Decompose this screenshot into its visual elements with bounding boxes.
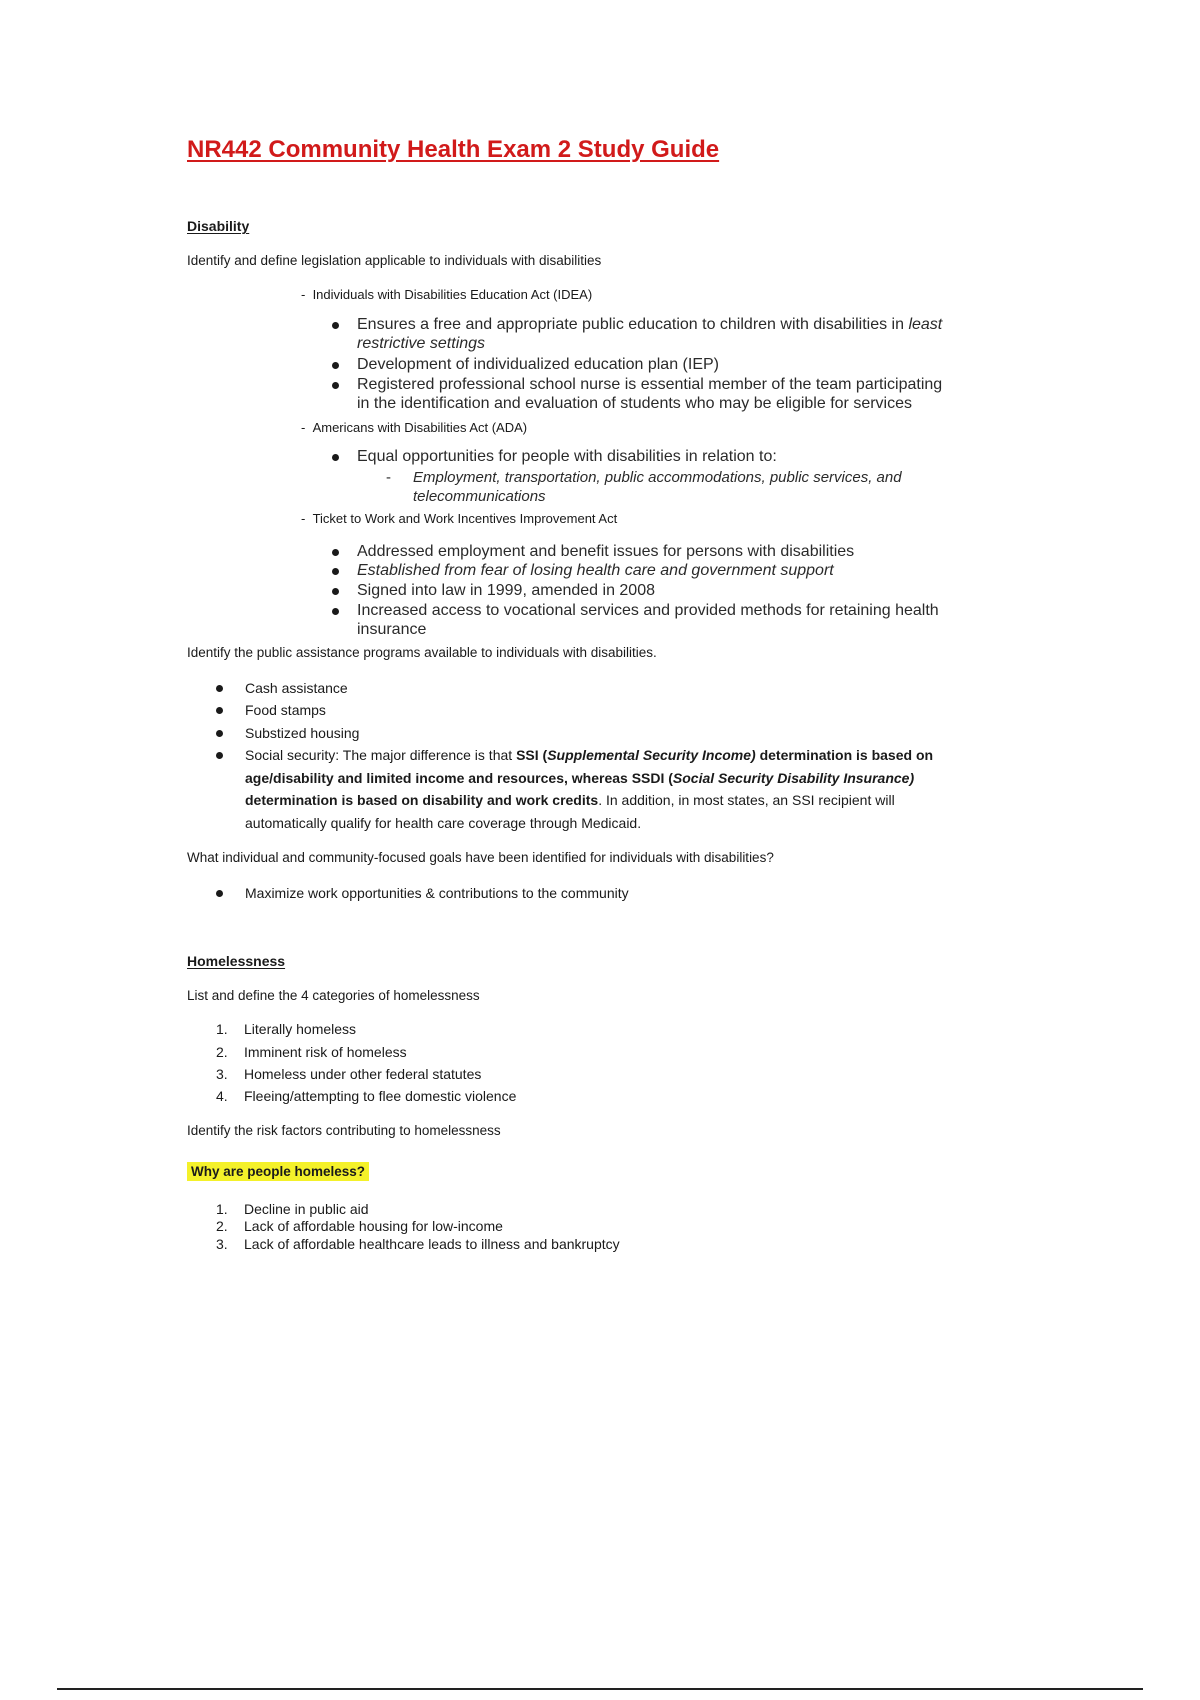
- list-item: [332, 448, 1132, 468]
- bullet-icon: [332, 454, 339, 461]
- list-item: [216, 702, 1016, 722]
- numbered-item: [216, 1236, 1016, 1256]
- list-item: [332, 376, 1132, 416]
- bullet-text-italic: least: [908, 316, 943, 333]
- bullet-text: Ensures a free and appropriate public education to children with disabilities in: [357, 316, 909, 333]
- item-text: Decline in public aid: [244, 1201, 369, 1217]
- list-item-social-security: [216, 747, 1016, 837]
- question-categories: List and define the 4 categories of homelessness: [187, 988, 480, 1003]
- dash-marker: -: [301, 287, 313, 302]
- item-text: Lack of affordable housing for low-income: [244, 1218, 503, 1234]
- footer-divider: [57, 1688, 1143, 1690]
- bullet-text-cont: determination is based on disability and work credits. In addition, in most states, an SSI recipient will: [245, 792, 895, 808]
- item-number: 3.: [216, 1066, 228, 1082]
- dash-marker: -: [301, 420, 313, 435]
- item-number: 3.: [216, 1236, 228, 1252]
- numbered-item: [216, 1044, 1016, 1064]
- act-idea: [301, 287, 592, 302]
- bullet-text-cont: insurance: [357, 621, 427, 638]
- bullet-icon: [216, 752, 223, 759]
- item-number: 2.: [216, 1218, 228, 1234]
- list-item: [332, 316, 1132, 356]
- bullet-text: Food stamps: [245, 702, 326, 718]
- act-name: Ticket to Work and Work Incentives Improvement Act: [312, 511, 618, 526]
- numbered-item: [216, 1021, 1016, 1041]
- bullet-text: Development of individualized education plan (IEP): [357, 356, 719, 373]
- numbered-item: [216, 1088, 1016, 1108]
- bullet-text: Established from fear of losing health care and government support: [357, 562, 834, 579]
- bullet-icon: [332, 382, 339, 389]
- bullet-text: Signed into law in 1999, amended in 2008: [357, 582, 655, 599]
- page-title: NR442 Community Health Exam 2 Study Guide: [187, 136, 720, 163]
- bullet-text-cont: age/disability and limited income and resources, whereas SSDI (Social Security Disability Insurance): [245, 770, 915, 786]
- highlighted-heading: [187, 1163, 369, 1181]
- bullet-icon: [332, 549, 339, 556]
- list-item: [216, 885, 1016, 905]
- bullet-text: Equal opportunities for people with disabilities in relation to:: [357, 448, 777, 465]
- list-item: [216, 725, 1016, 745]
- dash-marker: -: [301, 511, 313, 526]
- sub-item-text: Employment, transportation, public accommodations, public services, and: [413, 469, 902, 486]
- numbered-item: [216, 1066, 1016, 1086]
- item-text: Lack of affordable healthcare leads to illness and bankruptcy: [244, 1236, 620, 1252]
- bullet-text: Maximize work opportunities & contributions to the community: [245, 885, 629, 901]
- bullet-icon: [332, 568, 339, 575]
- bullet-text: Addressed employment and benefit issues for persons with disabilities: [357, 543, 855, 560]
- list-item: [332, 543, 1132, 563]
- bullet-text: Registered professional school nurse is essential member of the team participating: [357, 376, 943, 393]
- act-ticket-to-work: [301, 511, 617, 526]
- sub-list-item: [386, 469, 1086, 509]
- bullet-text: Substized housing: [245, 725, 360, 741]
- question-goals: What individual and community-focused goals have been identified for individuals with disabilities?: [187, 850, 774, 865]
- section-heading-disability: Disability: [187, 218, 250, 234]
- highlight-text: Why are people homeless?: [187, 1162, 369, 1181]
- bullet-text: Increased access to vocational services and provided methods for retaining health: [357, 602, 939, 619]
- section-heading-homelessness: Homelessness: [187, 953, 286, 969]
- bullet-icon: [216, 890, 223, 897]
- act-name: Individuals with Disabilities Education Act (IDEA): [312, 287, 593, 302]
- list-item: [332, 562, 1132, 582]
- item-text: Homeless under other federal statutes: [244, 1066, 482, 1082]
- sub-item-text-cont: telecommunications: [413, 488, 546, 505]
- item-number: 2.: [216, 1044, 228, 1060]
- question-legislation: Identify and define legislation applicable to individuals with disabilities: [187, 253, 602, 268]
- question-public-assistance: Identify the public assistance programs available to individuals with disabilities.: [187, 645, 657, 660]
- item-number: 1.: [216, 1021, 228, 1037]
- list-item: [332, 582, 1132, 602]
- item-number: 1.: [216, 1201, 228, 1217]
- bullet-icon: [216, 685, 223, 692]
- question-risk-factors: Identify the risk factors contributing to homelessness: [187, 1123, 501, 1138]
- dash-marker: -: [386, 469, 391, 486]
- list-item: [216, 680, 1016, 700]
- bullet-icon: [332, 322, 339, 329]
- act-name: Americans with Disabilities Act (ADA): [312, 420, 528, 435]
- bullet-icon: [216, 707, 223, 714]
- act-ada: [301, 420, 527, 435]
- item-text: Fleeing/attempting to flee domestic violence: [244, 1088, 517, 1104]
- bullet-icon: [332, 362, 339, 369]
- bullet-text-cont: in the identification and evaluation of students who may be eligible for services: [357, 395, 912, 412]
- numbered-item: [216, 1218, 1016, 1238]
- item-text: Literally homeless: [244, 1021, 357, 1037]
- bullet-text: Cash assistance: [245, 680, 348, 696]
- bullet-text-cont: automatically qualify for health care coverage through Medicaid.: [245, 815, 642, 831]
- bullet-icon: [216, 730, 223, 737]
- bullet-icon: [332, 588, 339, 595]
- list-item: [332, 602, 1132, 642]
- item-text: Imminent risk of homeless: [244, 1044, 407, 1060]
- bullet-text: Social security: The major difference is that SSI (Supplemental Security Income) determination is based on: [245, 747, 934, 763]
- bullet-text-cont: restrictive settings: [357, 335, 486, 352]
- bullet-icon: [332, 608, 339, 615]
- list-item: [332, 356, 1132, 376]
- item-number: 4.: [216, 1088, 228, 1104]
